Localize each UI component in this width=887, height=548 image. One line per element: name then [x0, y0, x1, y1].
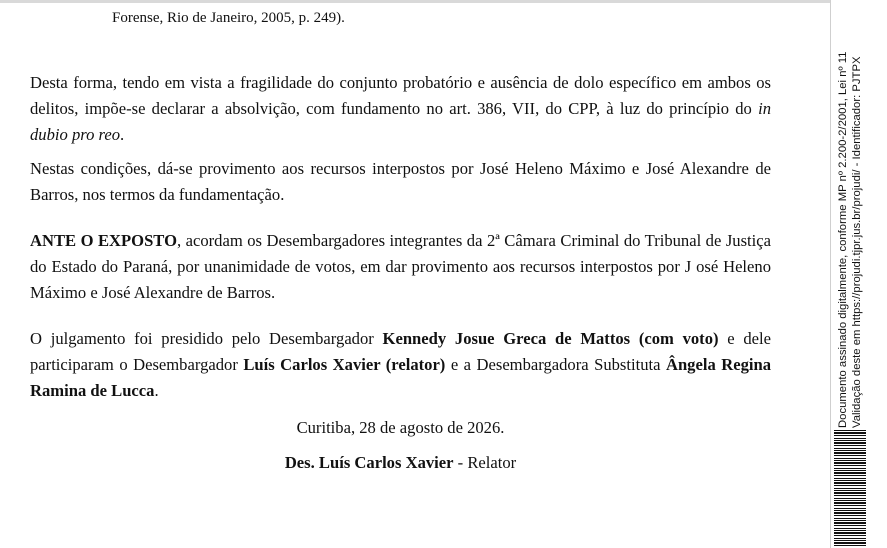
paragraph-absolvicao-text: Desta forma, tendo em vista a fragilidade do conjunto probatório e ausência de dolo específico em ambos os delitos, impõe-se declarar a absolvição, com fundamento no art. 386, VII, do CPP, à luz do princípio do: [30, 73, 771, 118]
paragraph-provimento: Nestas condições, dá-se provimento aos recursos interpostos por José Heleno Máximo e José Alexandre de Barros, nos termos da fundamentação.: [30, 159, 771, 204]
latin-phrase: in dubio pro reo: [30, 99, 771, 144]
place-date: Curitiba, 28 de agosto de 2026.: [296, 418, 505, 437]
signature-line: [30, 451, 771, 475]
paragraph-absolvicao: [30, 70, 771, 148]
julgamento-text-4: .: [154, 381, 159, 400]
paragraph-absolvicao-end: .: [120, 125, 125, 144]
stamp-line-1: Documento assinado digitalmente, conforme MP nº 2.200-2/2001, Lei nº 11: [837, 51, 849, 428]
paragraph-ante-exposto: [30, 228, 771, 306]
julgamento-text-3: e a Desembargadora Substituta: [445, 355, 666, 374]
stamp-text: [836, 8, 872, 428]
citation-line: Forense, Rio de Janeiro, 2005, p. 249).: [112, 10, 345, 26]
julgamento-text-1: O julgamento foi presidido pelo Desembargador: [30, 329, 383, 348]
ante-exposto-text: , acordam os Desembargadores integrantes da 2ª Câmara Criminal do Tribunal de Justiça do Estado do Paraná, por unanimidade de votos, em dar provimento aos recursos interpostos por J osé Heleno Máximo e José Alexandre de Barros.: [30, 231, 771, 302]
document-page: [30, 0, 771, 548]
barcode-icon: [834, 430, 866, 546]
paragraph-julgamento: [30, 326, 771, 404]
ante-exposto-heading: ANTE O EXPOSTO: [30, 231, 177, 250]
signature-role: - Relator: [453, 453, 517, 472]
relator-name: Luís Carlos Xavier (relator): [243, 355, 446, 374]
stamp-line-2: Validação deste em https://projudi.tjpr.jus.br/projudi/ - Identificador: PJTPX: [851, 56, 863, 428]
substituta-name: Ângela Regina Ramina de Lucca: [30, 355, 772, 400]
digital-signature-stamp: [830, 0, 887, 548]
signature-name: Des. Luís Carlos Xavier: [284, 453, 454, 472]
julgamento-text-2: e dele participaram o Desembargador: [30, 329, 771, 374]
presidente-name: Kennedy Josue Greca de Mattos (com voto): [382, 329, 719, 348]
stamp-divider: [830, 0, 831, 548]
